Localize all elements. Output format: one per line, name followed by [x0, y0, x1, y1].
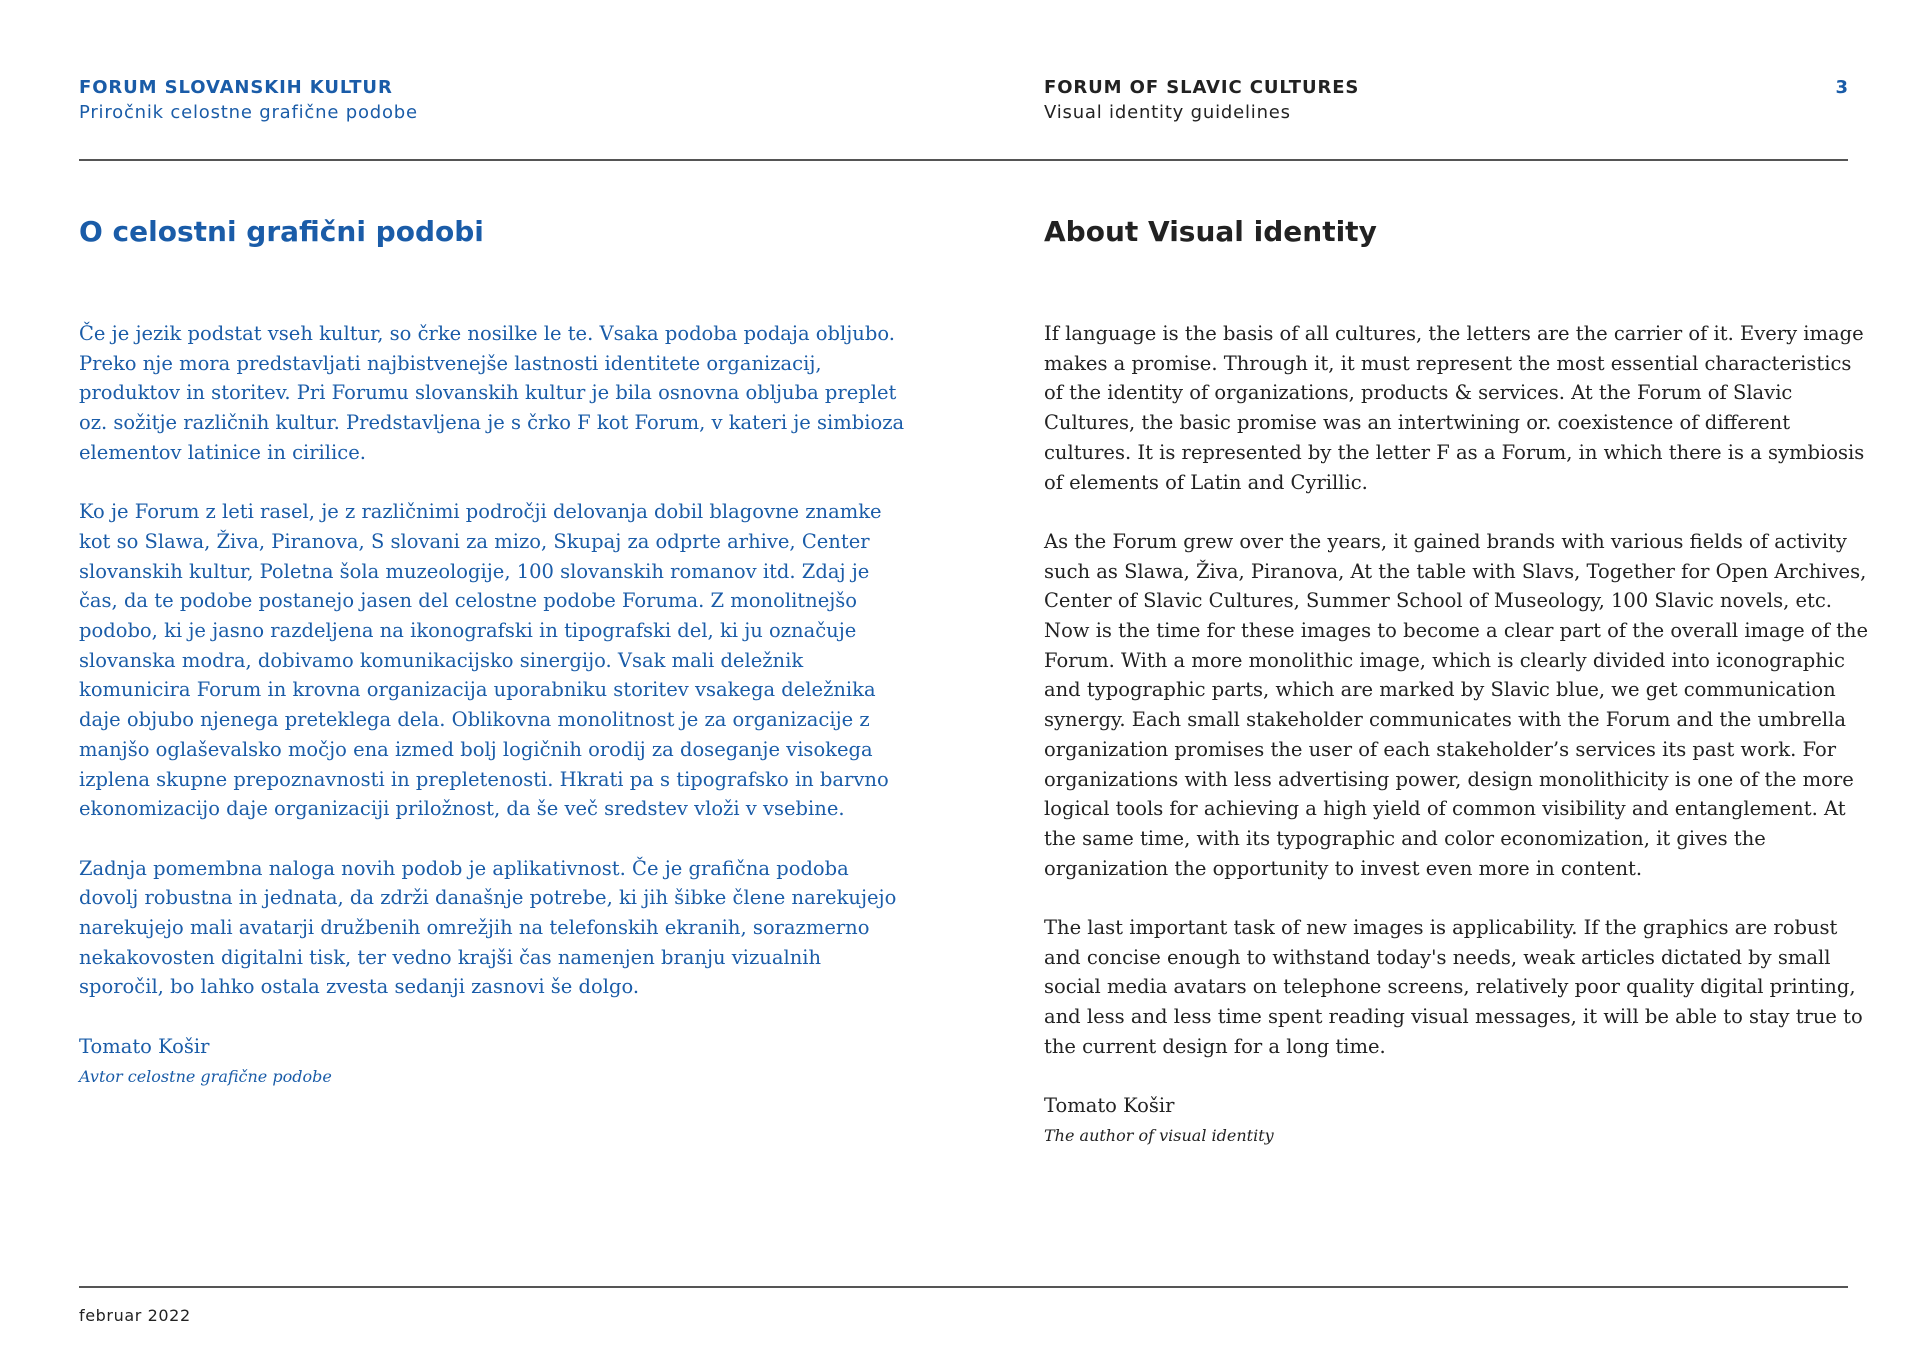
right-paragraph: The last important task of new images is applicability. If the graphics are robust and concise enough to withstand today's needs, weak articles dictated by small social media avatars on telephone screens, relatively poor quality digital printing, and less and less time spent reading visual messages, it will be able to stay true to the current design for a long time.	[1044, 916, 1863, 1058]
left-paragraph: Zadnja pomembna naloga novih podob je aplikativnost. Če je grafična podoba dovolj robustna in jednata, da zdrži današnje potrebe, ki jih šibke člene narekujejo narekujejo mali avatarji družbenih omrežjih na telefonskih ekranih, sorazmerno nekakovosten digitalni tisk, ter vedno krajši čas namenjen branju vizualnih sporočil, bo lahko ostala zvesta sedanji zasnovi še dolgo.	[79, 856, 897, 999]
header-right-subtitle: Visual identity guidelines	[1044, 102, 1291, 123]
right-body	[1044, 319, 1874, 1151]
left-heading: O celostni grafični podobi	[79, 215, 484, 248]
left-body	[79, 319, 909, 1092]
left-author-name: Tomato Košir	[79, 1034, 210, 1058]
header-left	[79, 76, 418, 126]
left-paragraph: Ko je Forum z leti rasel, je z različnimi področji delovanja dobil blagovne znamke kot so Slawa, Živa, Piranova, S slovani za mizo, Skupaj za odprte arhive, Center slovanskih kultur, Poletna šola muzeologije, 100 slovanskih romanov itd. Zdaj je čas, da te podobe postanejo jasen del celostne podobe Foruma. Z monolitnejšo podobo, ki je jasno razdeljena na ikonografski in tipografski del, ki ju označuje slovanska modra, dobivamo komunikacijsko sinergijo. Vsak mali deležnik komunicira Forum in krovna organizacija uporabniku storitev vsakega deležnika daje objubo njenega preteklega dela. Oblikovna monolitnost je za organizacije z manjšo oglaševalsko močjo ena izmed bolj logičnih orodij za doseganje visokega izplena skupne prepoznavnosti in prepletenosti. Hkrati pa s tipografsko in barvno ekonomizacijo daje organizaciji priložnost, da še več sredstev vloži v vsebine.	[79, 500, 889, 821]
header-divider	[79, 159, 1848, 161]
header-right	[1044, 76, 1359, 126]
footer-divider	[79, 1286, 1848, 1288]
right-author-role: The author of visual identity	[1044, 1125, 1274, 1145]
header-left-title: FORUM SLOVANSKIH KULTUR	[79, 77, 393, 98]
right-heading: About Visual identity	[1044, 215, 1377, 248]
right-paragraph: As the Forum grew over the years, it gained brands with various fields of activity such as Slawa, Živa, Piranova, At the table with Slavs, Together for Open Archives, Center of Slavic Cultures, Summer School of Museology, 100 Slavic novels, etc. Now is the time for these images to become a clear part of the overall image of the Forum. With a more monolithic image, which is clearly divided into iconographic and typographic parts, which are marked by Slavic blue, we get communication synergy. Each small stakeholder communicates with the Forum and the umbrella organization promises the user of each stakeholder’s services its past work. For organizations with less advertising power, design monolithicity is one of the more logical tools for achieving a high yield of common visibility and entanglement. At the same time, with its typographic and color economization, it gives the organization the opportunity to invest even more in content.	[1044, 529, 1868, 880]
page-number: 3	[1835, 77, 1848, 98]
footer-date: februar 2022	[79, 1306, 191, 1325]
left-paragraph: Če je jezik podstat vseh kultur, so črke nosilke le te. Vsaka podoba podaja obljubo. Preko nje mora predstavljati najbistvenejše lastnosti identitete organizacij, produktov in storitev. Pri Forumu slovanskih kultur je bila osnovna obljuba preplet oz. sožitje različnih kultur. Predstavljena je s črko F kot Forum, v kateri je simbioza elementov latinice in cirilice.	[79, 322, 905, 464]
right-author-name: Tomato Košir	[1044, 1094, 1175, 1118]
right-paragraph: If language is the basis of all cultures, the letters are the carrier of it. Every image makes a promise. Through it, it must represent the most essential characteristics of the identity of organizations, products & services. At the Forum of Slavic Cultures, the basic promise was an intertwining or. coexistence of different cultures. It is represented by the letter F as a Forum, in which there is a symbiosis of elements of Latin and Cyrillic.	[1044, 322, 1865, 494]
left-author-role: Avtor celostne grafične podobe	[79, 1066, 332, 1086]
left-column	[79, 212, 909, 1092]
header-right-title: FORUM OF SLAVIC CULTURES	[1044, 77, 1360, 98]
right-column	[1044, 212, 1874, 1151]
header-left-subtitle: Priročnik celostne grafične podobe	[79, 102, 418, 123]
